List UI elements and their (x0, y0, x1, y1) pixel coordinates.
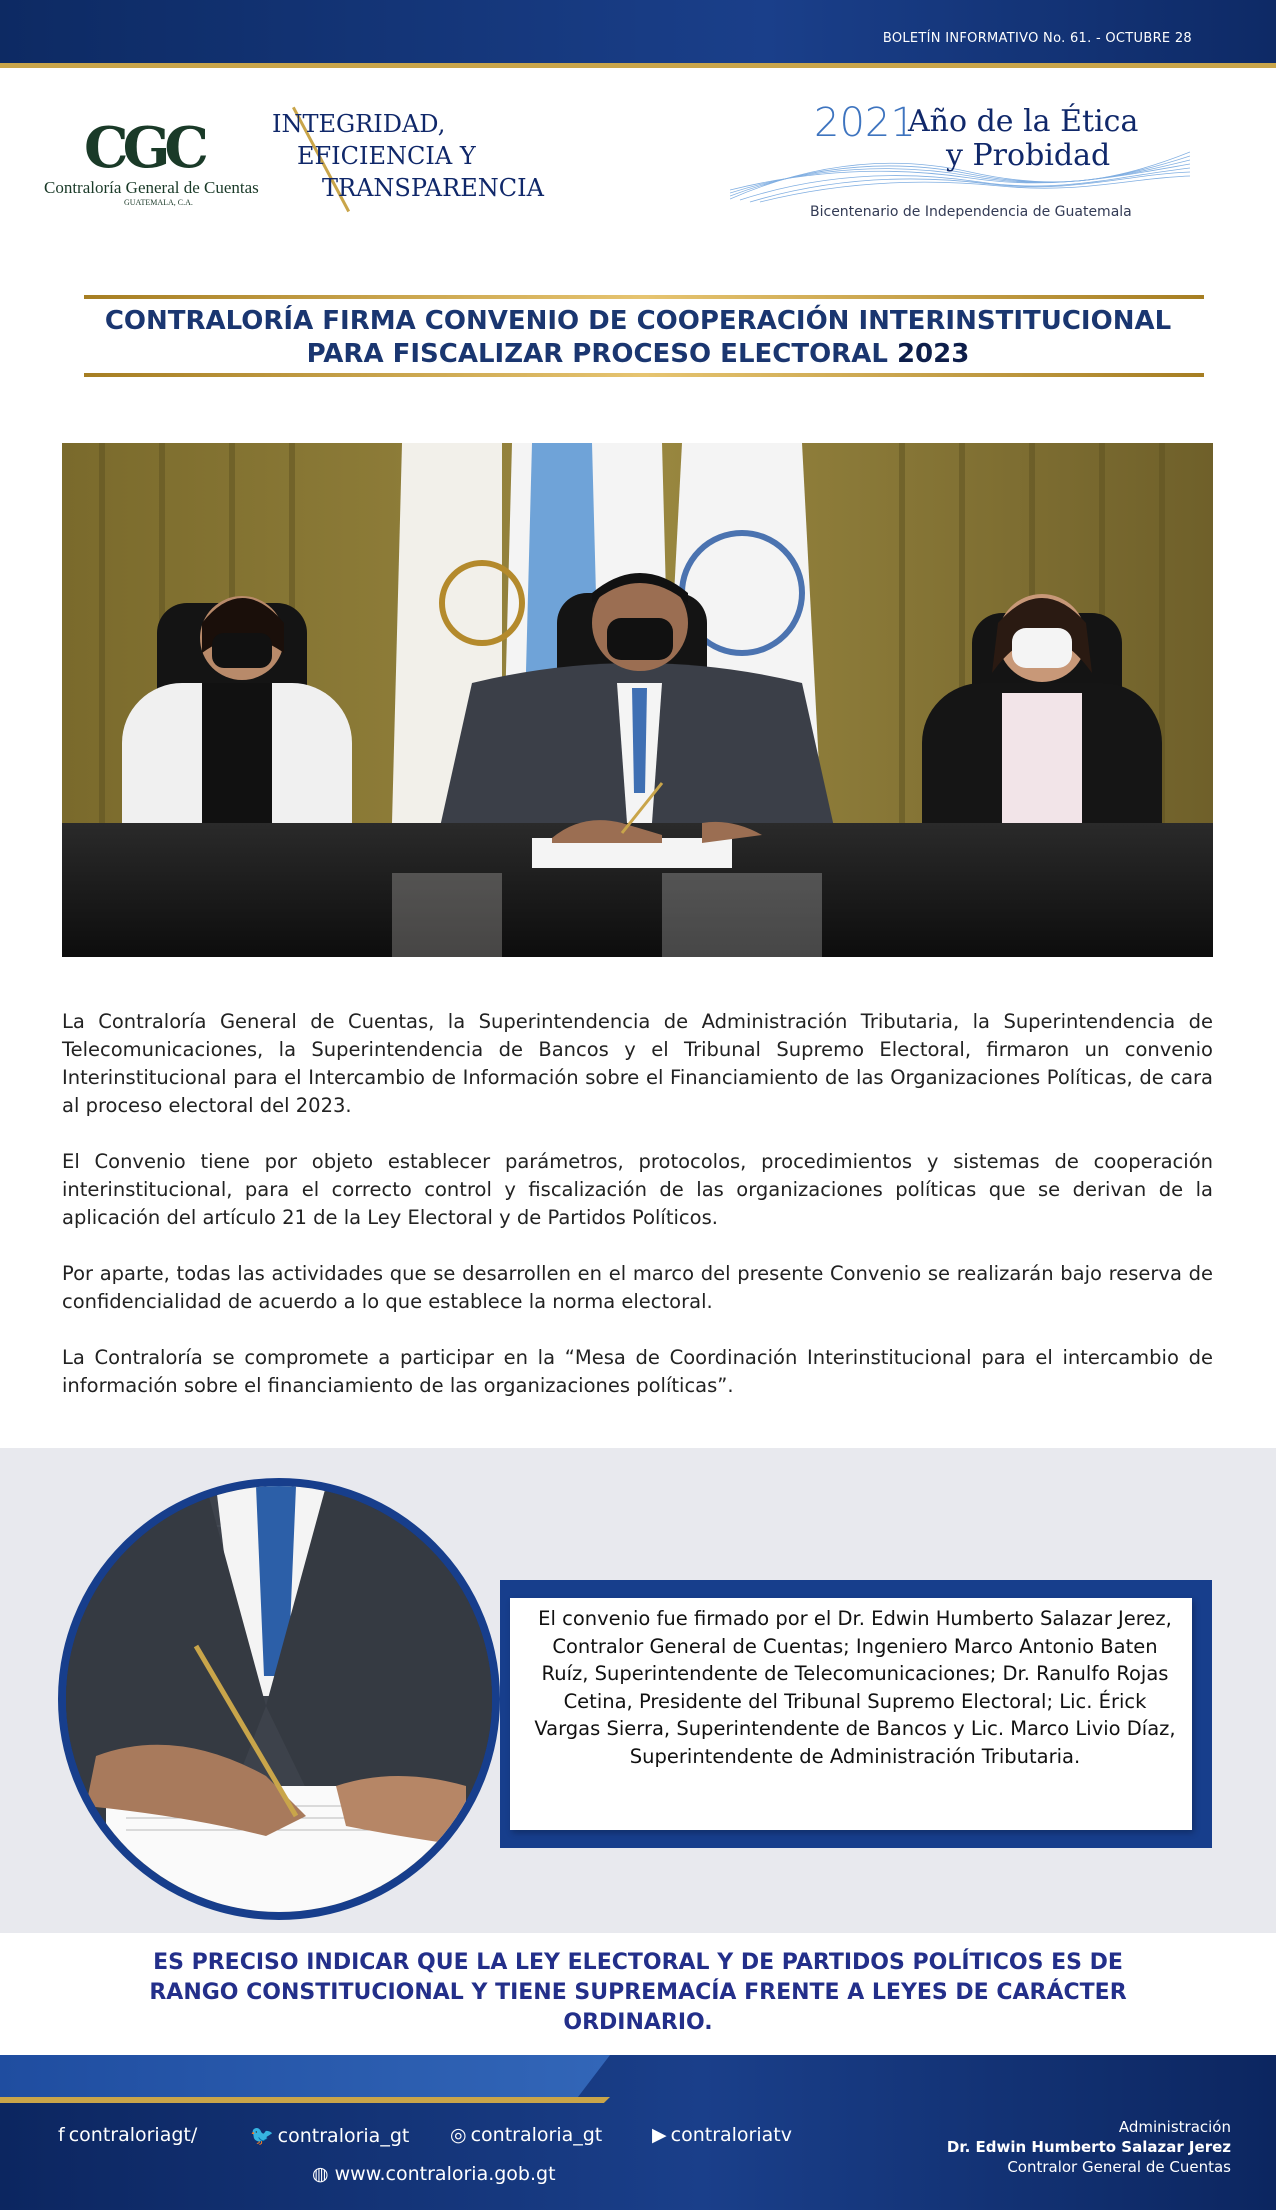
paragraph-1: La Contraloría General de Cuentas, la Superintendencia de Administración Tributaria, la Superintendencia de Telecomunicaciones, la Superintendencia de Bancos y el Tribunal Supremo Electoral, firmaron un convenio Interinstitucional para el Intercambio de Información sobre el Financiamiento de las Organizaciones Políticas, de cara al proceso electoral del 2023. (62, 1010, 1213, 1117)
year-number: 2021 (814, 100, 916, 146)
administration-credit (947, 2117, 1231, 2177)
instagram-handle: contraloria_gt (470, 2124, 603, 2146)
headline-rule-top (84, 295, 1204, 299)
year-subtitle: Bicentenario de Independencia de Guatemala (810, 204, 1132, 220)
admin-role: Contralor General de Cuentas (1007, 2158, 1231, 2176)
headline-line-2: PARA FISCALIZAR PROCESO ELECTORAL (306, 339, 888, 369)
youtube-link[interactable] (652, 2124, 792, 2146)
twitter-handle: contraloria_gt (277, 2125, 410, 2147)
year-title-2: y Probidad (946, 138, 1111, 173)
website-link[interactable] (312, 2163, 556, 2185)
cgc-logo (44, 115, 274, 215)
headline-rule-bottom (84, 373, 1204, 377)
twitter-icon: 🐦 (250, 2125, 274, 2147)
motto-line-2: EFICIENCIA Y (297, 142, 476, 170)
facebook-link[interactable] (58, 2124, 197, 2146)
footer-gold-rule (0, 2097, 610, 2103)
instagram-link[interactable] (450, 2124, 602, 2146)
cgc-location: GUATEMALA, C.A. (124, 198, 193, 207)
signature-circle-photo (58, 1478, 500, 1920)
facebook-icon: f (58, 2124, 65, 2146)
closing-statement: ES PRECISO INDICAR QUE LA LEY ELECTORAL Y DE PARTIDOS POLÍTICOS ES DE RANGO CONSTITUCIONAL Y TIENE SUPREMACÍA FRENTE A LEYES DE CARÁCTER ORDINARIO. (149, 1950, 1127, 2035)
headline-line-1: CONTRALORÍA FIRMA CONVENIO DE COOPERACIÓN INTERINSTITUCIONAL (104, 306, 1172, 336)
facebook-handle: contraloriagt/ (68, 2124, 198, 2146)
top-bar (0, 0, 1276, 68)
paragraph-3: Por aparte, todas las actividades que se desarrollen en el marco del presente Convenio se realizarán bajo reserva de confidencialidad de acuerdo a lo que establece la norma electoral. (62, 1262, 1213, 1313)
youtube-handle: contraloriatv (670, 2124, 792, 2146)
paragraph-4: La Contraloría se compromete a participar en la “Mesa de Coordinación Interinstitucional para el intercambio de información sobre el financiamiento de las organizaciones políticas”. (62, 1346, 1213, 1397)
website-url: www.contraloria.gob.gt (334, 2163, 556, 2185)
year-title-1: Año de la Ética (908, 104, 1139, 139)
signing-scene (62, 443, 1213, 957)
instagram-icon: ◎ (450, 2124, 467, 2146)
admin-name: Dr. Edwin Humberto Salazar Jerez (946, 2138, 1231, 2156)
admin-label: Administración (1118, 2118, 1231, 2136)
motto-line-3: TRANSPARENCIA (322, 174, 544, 202)
article-body (62, 1008, 1213, 1428)
bulletin-number: BOLETÍN INFORMATIVO No. 61. - OCTUBRE 28 (882, 31, 1192, 46)
cgc-monogram: CGC (84, 115, 203, 181)
headline-year: 2023 (896, 339, 970, 369)
twitter-link[interactable] (250, 2124, 409, 2147)
cgc-name: Contraloría General de Cuentas (44, 178, 259, 197)
signatories-text: El convenio fue firmado por el Dr. Edwin Humberto Salazar Jerez, Contralor General de Cuentas; Ingeniero Marco Antonio Baten Ruíz, Superintendente de Telecomunicaciones; Dr. Ranulfo Rojas Cetina, Presidente del Tribunal Supremo Electoral; Lic. Érick Vargas Sierra, Superintendente de Bancos y Lic. Marco Livio Díaz, Superintendente de Administración Tributaria. (534, 1607, 1176, 1768)
paragraph-2: El Convenio tiene por objeto establecer parámetros, protocolos, procedimientos y sistemas de cooperación interinstitucional, para el correcto control y fiscalización de las organizaciones políticas que se derivan de la aplicación del artículo 21 de la Ley Electoral y de Partidos Políticos. (62, 1150, 1213, 1229)
headline (60, 305, 1216, 371)
motto (272, 108, 544, 204)
motto-line-1: INTEGRIDAD, (272, 110, 446, 138)
globe-icon: ◍ (312, 2163, 329, 2185)
signing-photo (62, 443, 1213, 957)
youtube-icon: ▶ (652, 2124, 667, 2146)
signing-hand-image (66, 1486, 492, 1912)
year-logo (730, 100, 1190, 230)
footer-accent (0, 2055, 610, 2103)
